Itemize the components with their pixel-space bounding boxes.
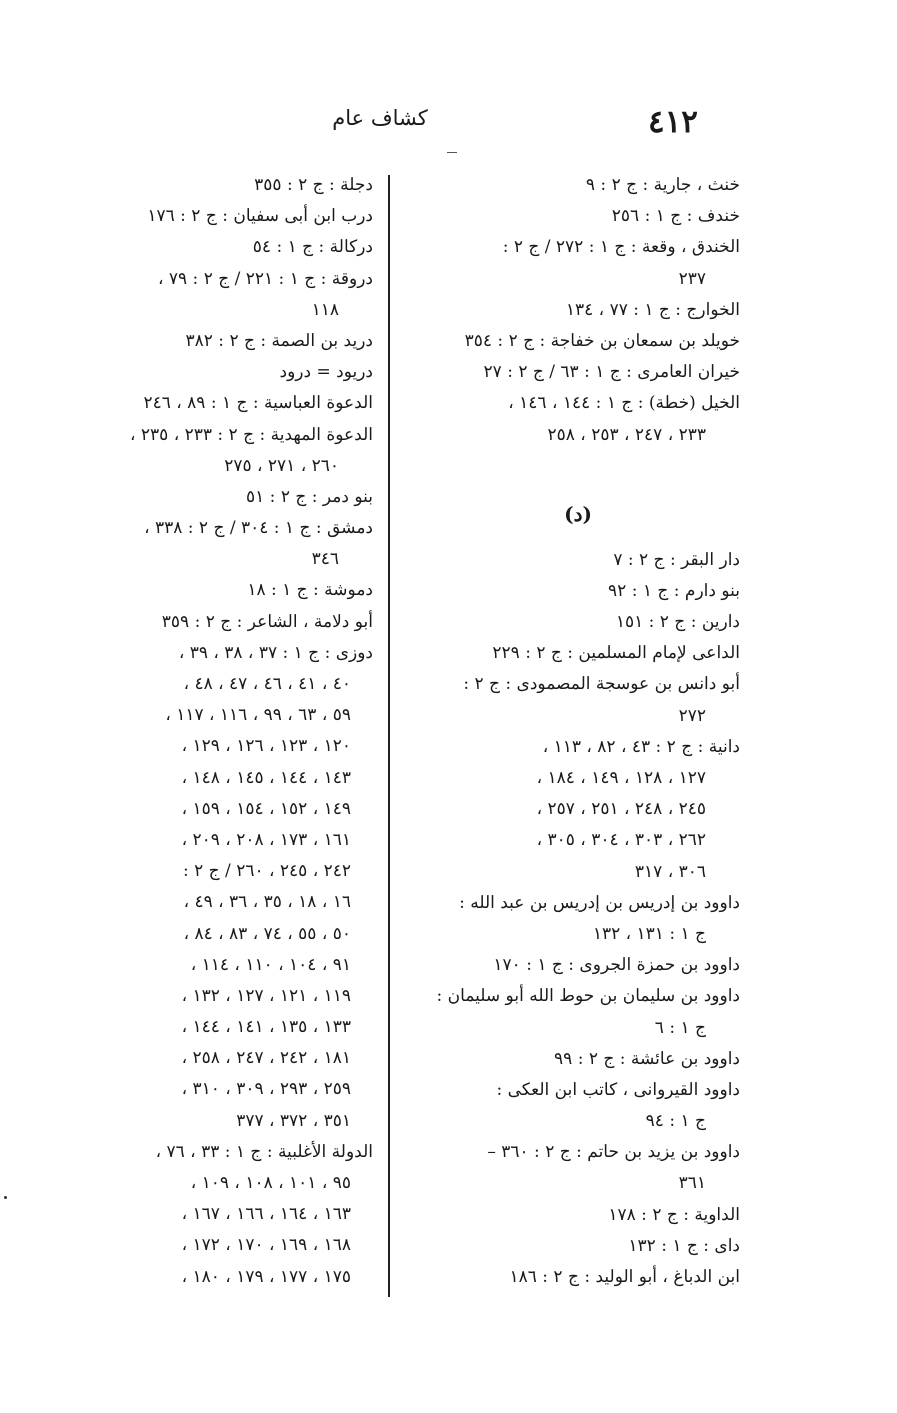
index-entry-continuation: ١٤٣ ، ١٤٤ ، ١٤٥ ، ١٤٨ ، [181,767,351,788]
index-entry-continuation: ٢٣٧ [678,268,706,289]
index-entry-continuation: ٩٥ ، ١٠١ ، ١٠٨ ، ١٠٩ ، [190,1173,351,1193]
index-entry-continuation: ٥٠ ، ٥٥ ، ٧٤ ، ٨٣ ، ٨٤ ، [183,923,351,944]
index-entry-continuation: ٤٠ ، ٤١ ، ٤٦ ، ٤٧ ، ٤٨ ، [183,674,351,694]
index-entry: خيران العامرى : ج ١ : ٦٣ / ج ٢ : ٢٧ [483,362,740,383]
index-entry-continuation: ١٧٥ ، ١٧٧ ، ١٧٩ ، ١٨٠ ، [181,1266,351,1287]
index-entry-continuation: ٢٦٢ ، ٣٠٣ ، ٣٠٤ ، ٣٠٥ ، [536,830,706,851]
index-entry-continuation: ج ١ : ٦ [654,1017,706,1038]
index-entry: دروقة : ج ١ : ٢٢١ / ج ٢ : ٧٩ ، [157,268,373,289]
header-dash [447,152,457,153]
index-entry: دريد بن الصمة : ج ٢ : ٣٨٢ [185,330,373,351]
index-entry: داوود القيروانى ، كاتب ابن العكى : [496,1079,740,1100]
index-entry-continuation: ١١٨ [311,299,339,320]
index-entry: الخيل (خطة) : ج ١ : ١٤٤ ، ١٤٦ ، [508,393,740,414]
index-entry: دمشق : ج ١ : ٣٠٤ / ج ٢ : ٣٣٨ ، [144,518,373,539]
index-entry-continuation: ٣٠٦ ، ٣١٧ [634,861,706,882]
index-entry: دركالة : ج ١ : ٥٤ [252,237,373,258]
index-entry-continuation: ٩١ ، ١٠٤ ، ١١٠ ، ١١٤ ، [190,954,351,975]
index-entry-continuation: ج ١ : ١٣١ ، ١٣٢ [592,923,706,944]
section-spacer [404,451,740,483]
index-entry-continuation: ٢٤٥ ، ٢٤٨ ، ٢٥١ ، ٢٥٧ ، [536,799,706,820]
margin-mark [4,1196,7,1199]
index-entry: درب ابن أبى سفيان : ج ٢ : ١٧٦ [147,206,373,227]
index-entry: الدعوة المهدية : ج ٢ : ٢٣٣ ، ٢٣٥ ، [130,424,373,445]
index-entry: دانية : ج ٢ : ٤٣ ، ٨٢ ، ١١٣ ، [542,736,740,757]
index-entry: الداعى لإمام المسلمين : ج ٢ : ٢٢٩ [492,643,740,664]
index-entry: خويلد بن سمعان بن خفاجة : ج ٢ : ٣٥٤ [464,330,740,351]
index-entry: دموشة : ج ١ : ١٨ [247,580,373,601]
index-entry: بنو دمر : ج ٢ : ٥١ [246,486,373,507]
index-entry-continuation: ٥٩ ، ٦٣ ، ٩٩ ، ١١٦ ، ١١٧ ، [165,705,351,726]
index-entry: دارين : ج ٢ : ١٥١ [615,612,740,633]
index-entry: دار البقر : ج ٢ : ٧ [613,549,740,570]
index-entry: الخندق ، وقعة : ج ١ : ٢٧٢ / ج ٢ : [502,237,740,258]
index-entry-continuation: ٢٧٢ [678,705,706,726]
index-entry: دوزى : ج ١ : ٣٧ ، ٣٨ ، ٣٩ ، [178,642,373,663]
index-entry-continuation: ٢٦٠ ، ٢٧١ ، ٢٧٥ [224,455,339,476]
section-heading: (د) [564,501,592,526]
index-entry: الداوية : ج ٢ : ١٧٨ [608,1204,740,1225]
index-entry: ابن الدباغ ، أبو الوليد : ج ٢ : ١٨٦ [509,1267,740,1287]
index-entry-continuation: ٣٤٦ [311,549,339,570]
index-entry-continuation: ٢٣٣ ، ٢٤٧ ، ٢٥٣ ، ٢٥٨ [547,424,706,445]
index-entry: دريود = درود [279,362,373,383]
running-title: كشاف عام [332,106,428,130]
index-entry: أبو دلامة ، الشاعر : ج ٢ : ٣٥٩ [161,611,373,632]
left-column [68,170,373,1293]
index-entry-continuation: ٣٥١ ، ٣٧٢ ، ٣٧٧ [236,1110,351,1131]
index-entry-continuation: ٢٥٩ ، ٢٩٣ ، ٣٠٩ ، ٣١٠ ، [181,1079,351,1100]
index-entry: خنث ، جارية : ج ٢ : ٩ [585,175,740,195]
index-entry-continuation: ١٨١ ، ٢٤٢ ، ٢٤٧ ، ٢٥٨ ، [181,1048,351,1069]
page-number: ٤١٢ [648,104,698,140]
index-entry-continuation: ١١٩ ، ١٢١ ، ١٢٧ ، ١٣٢ ، [181,985,351,1006]
index-entry-continuation: ٢٤٢ ، ٢٤٥ ، ٢٦٠ / ج ٢ : [182,861,351,882]
column-divider [388,175,390,1297]
index-entry: أبو دانس بن عوسجة المصمودى : ج ٢ : [463,674,740,695]
index-entry-continuation: ١٢٧ ، ١٢٨ ، ١٤٩ ، ١٨٤ ، [536,768,706,788]
index-entry: داوود بن يزيد بن حاتم : ج ٢ : ٣٦٠ – [487,1142,740,1163]
index-entry: داوود بن عائشة : ج ٢ : ٩٩ [554,1048,740,1069]
index-entry: الدعوة العباسية : ج ١ : ٨٩ ، ٢٤٦ [143,393,373,414]
index-entry-continuation: ١٦ ، ١٨ ، ٣٥ ، ٣٦ ، ٤٩ ، [183,892,351,913]
right-column [404,170,740,1293]
index-entry: دجلة : ج ٢ : ٣٥٥ [254,175,373,195]
index-entry: داوود بن سليمان بن حوط الله أبو سليمان : [436,986,740,1007]
index-entry: داوود بن إدريس بن إدريس بن عبد الله : [459,892,740,913]
index-entry: الخوارج : ج ١ : ٧٧ ، ١٣٤ [565,299,740,320]
page-header [0,100,897,150]
index-entry-continuation: ١٦٨ ، ١٦٩ ، ١٧٠ ، ١٧٢ ، [181,1235,351,1256]
index-entry-continuation: ج ١ : ٩٤ [645,1111,706,1132]
index-entry: بنو دارم : ج ١ : ٩٢ [608,580,740,601]
index-entry: داوود بن حمزة الجروى : ج ١ : ١٧٠ [493,955,740,976]
index-entry: داى : ج ١ : ١٣٢ [628,1235,740,1256]
index-entry: الدولة الأغلبية : ج ١ : ٣٣ ، ٧٦ ، [155,1141,373,1162]
index-entry-continuation: ١٦١ ، ١٧٣ ، ٢٠٨ ، ٢٠٩ ، [181,829,351,850]
index-entry-continuation: ١٣٣ ، ١٣٥ ، ١٤١ ، ١٤٤ ، [181,1017,351,1038]
index-entry-continuation: ١٢٠ ، ١٢٣ ، ١٢٦ ، ١٢٩ ، [181,736,351,757]
index-entry-continuation: ١٤٩ ، ١٥٢ ، ١٥٤ ، ١٥٩ ، [181,798,351,819]
index-entry-continuation: ٣٦١ [678,1173,706,1194]
index-entry-continuation: ١٦٣ ، ١٦٤ ، ١٦٦ ، ١٦٧ ، [181,1204,351,1225]
index-entry: خندف : ج ١ : ٢٥٦ [611,206,740,227]
